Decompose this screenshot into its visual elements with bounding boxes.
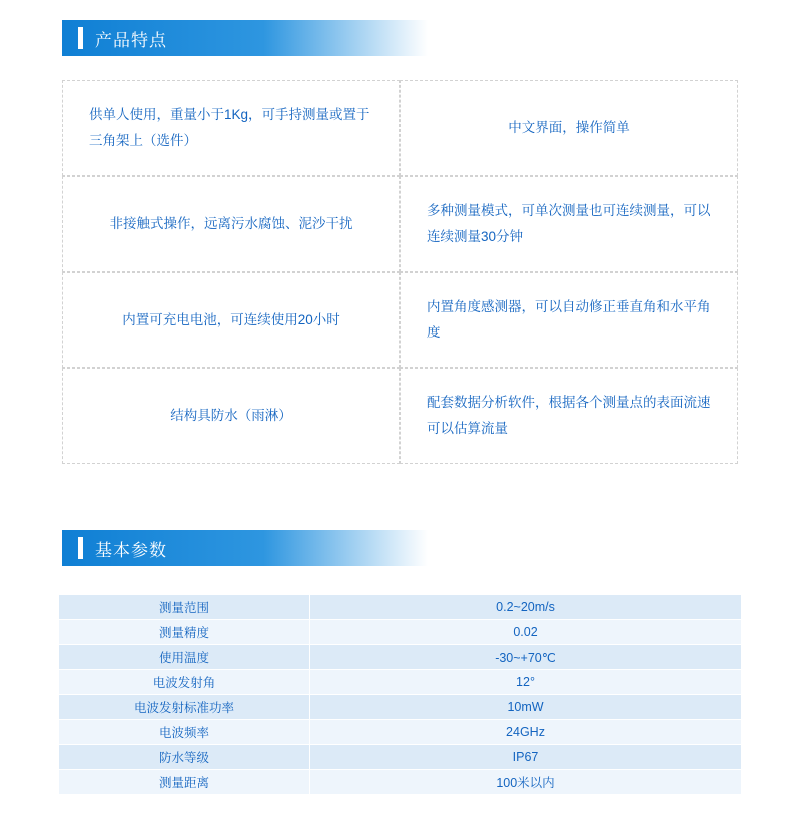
param-value: 0.02	[310, 620, 742, 645]
features-section-title: 产品特点	[95, 30, 167, 50]
header-accent-bar	[78, 537, 83, 559]
param-label: 测量范围	[59, 595, 310, 620]
param-label: 防水等级	[59, 745, 310, 770]
param-label: 使用温度	[59, 645, 310, 670]
feature-text: 内置可充电电池，可连续使用20小时	[122, 312, 340, 327]
feature-item	[62, 80, 400, 176]
feature-item	[62, 368, 400, 464]
param-value: 10mW	[310, 695, 742, 720]
table-row	[59, 595, 742, 620]
param-label: 电波发射标准功率	[59, 695, 310, 720]
feature-text: 非接触式操作，远离污水腐蚀、泥沙干扰	[109, 216, 353, 231]
table-row	[59, 720, 742, 745]
feature-item	[400, 80, 738, 176]
table-row	[59, 745, 742, 770]
params-section-header	[62, 530, 428, 566]
feature-text: 内置角度感测器，可以自动修正垂直角和水平角度	[427, 299, 711, 340]
param-value: 12°	[310, 670, 742, 695]
table-row	[59, 770, 742, 795]
feature-item	[400, 176, 738, 272]
header-accent-bar	[78, 27, 83, 49]
features-section-header	[62, 20, 428, 56]
features-grid	[62, 80, 738, 464]
param-label: 电波发射角	[59, 670, 310, 695]
param-value: IP67	[310, 745, 742, 770]
feature-text: 配套数据分析软件，根据各个测量点的表面流速可以估算流量	[427, 395, 711, 436]
feature-item	[62, 176, 400, 272]
feature-text: 多种测量模式，可单次测量也可连续测量，可以连续测量30分钟	[427, 203, 711, 244]
param-label: 电波频率	[59, 720, 310, 745]
product-spec-page	[0, 20, 800, 819]
param-value: 100米以内	[310, 770, 742, 795]
feature-text: 结构具防水（雨淋）	[170, 408, 292, 423]
table-row	[59, 645, 742, 670]
param-label: 测量距离	[59, 770, 310, 795]
table-row	[59, 670, 742, 695]
table-row	[59, 695, 742, 720]
params-section-title: 基本参数	[95, 540, 167, 560]
param-value: 0.2~20m/s	[310, 595, 742, 620]
param-value: 24GHz	[310, 720, 742, 745]
param-label: 测量精度	[59, 620, 310, 645]
feature-item	[400, 272, 738, 368]
feature-text: 供单人使用，重量小于1Kg，可手持测量或置于三角架上（选件）	[89, 107, 370, 148]
params-table	[58, 594, 742, 795]
feature-item	[62, 272, 400, 368]
feature-text: 中文界面，操作简单	[508, 120, 630, 135]
param-value: -30~+70℃	[310, 645, 742, 670]
table-row	[59, 620, 742, 645]
feature-item	[400, 368, 738, 464]
